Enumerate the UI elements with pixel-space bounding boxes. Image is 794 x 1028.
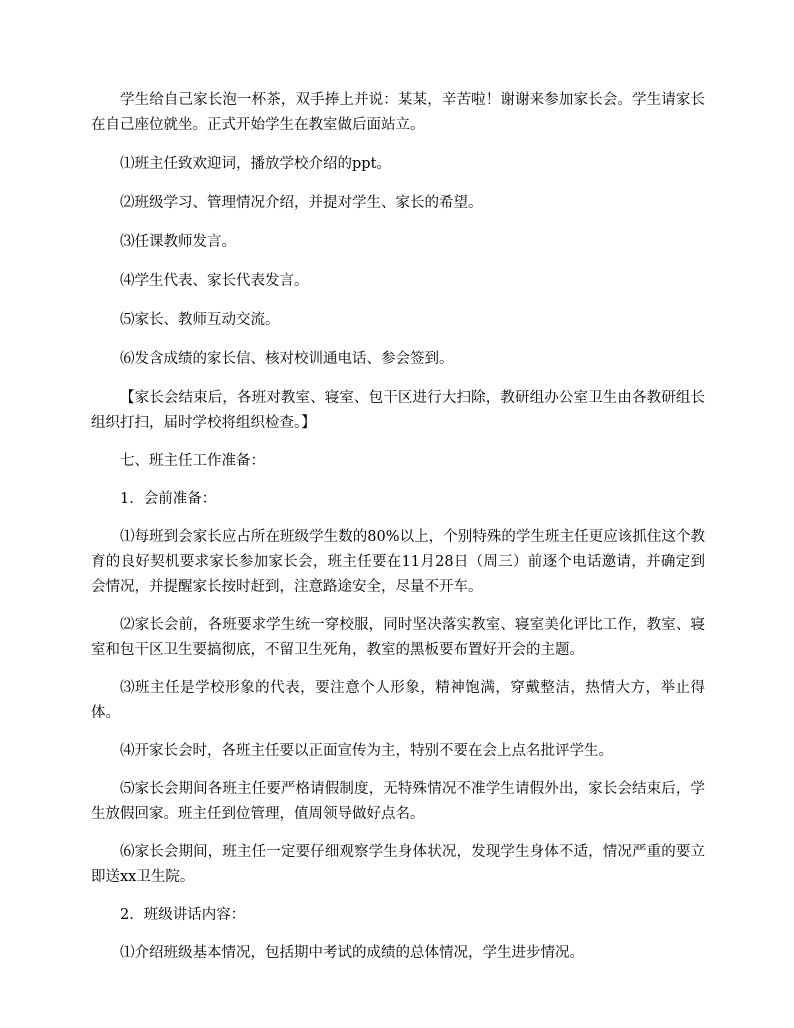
- section-heading-7: 七、班主任工作准备：: [120, 453, 265, 469]
- agenda-item-1: ⑴班主任致欢迎词，播放学校介绍的ppt。: [120, 156, 391, 172]
- prep-item-1: ⑴每班到会家长应占所在班级学生数的80%以上，个别特殊的学生班主任更应该抓住这个教育的良好契机要求家长参加家长会，班主任要在11月28日（周三）前逐个电话邀请，并确定到会情况，并提醒家长按时赶到，注意路途安全，尽量不开车。: [91, 529, 705, 595]
- prep-item-3: ⑶班主任是学校形象的代表，要注意个人形象，精神饱满，穿戴整洁，热情大方，举止得体。: [91, 680, 705, 721]
- agenda-item-3: ⑶任课教师发言。: [120, 234, 236, 250]
- subsection-heading-1: 1．会前准备：: [120, 491, 217, 507]
- cleanup-note: 【家长会结束后，各班对教室、寝室、包干区进行大扫除，教研组办公室卫生由各教研组长组织打扫，届时学校将组织检查。】: [91, 390, 705, 431]
- document-body: [91, 88, 705, 966]
- prep-item-5: ⑸家长会期间各班主任要严格请假制度，无特殊情况不准学生请假外出，家长会结束后，学生放假回家。班主任到位管理，值周领导做好点名。: [91, 781, 705, 822]
- prep-item-2: ⑵家长会前，各班要求学生统一穿校服，同时坚决落实教室、寝室美化评比工作，教室、寝室和包干区卫生要搞彻底，不留卫生死角，教室的黑板要布置好开会的主题。: [91, 617, 705, 658]
- paragraph-intro: 学生给自己家长泡一杯茶，双手捧上并说：某某，辛苦啦！谢谢来参加家长会。学生请家长在自己座位就坐。正式开始学生在教室做后面站立。: [91, 92, 705, 133]
- prep-item-4: ⑷开家长会时，各班主任要以正面宣传为主，特别不要在会上点名批评学生。: [120, 743, 613, 759]
- agenda-item-2: ⑵班级学习、管理情况介绍，并提对学生、家长的希望。: [120, 195, 483, 211]
- agenda-item-5: ⑸家长、教师互动交流。: [120, 312, 280, 328]
- agenda-item-6: ⑹发含成绩的家长信、核对校训通电话、参会签到。: [120, 351, 454, 367]
- prep-item-6: ⑹家长会期间，班主任一定要仔细观察学生身体状况，发现学生身体不适，情况严重的要立即送xx卫生院。: [91, 844, 705, 885]
- subsection-heading-2: 2．班级讲话内容：: [120, 907, 246, 923]
- speech-item-1: ⑴介绍班级基本情况，包括期中考试的成绩的总体情况，学生进步情况。: [120, 945, 584, 961]
- agenda-item-4: ⑷学生代表、家长代表发言。: [120, 273, 309, 289]
